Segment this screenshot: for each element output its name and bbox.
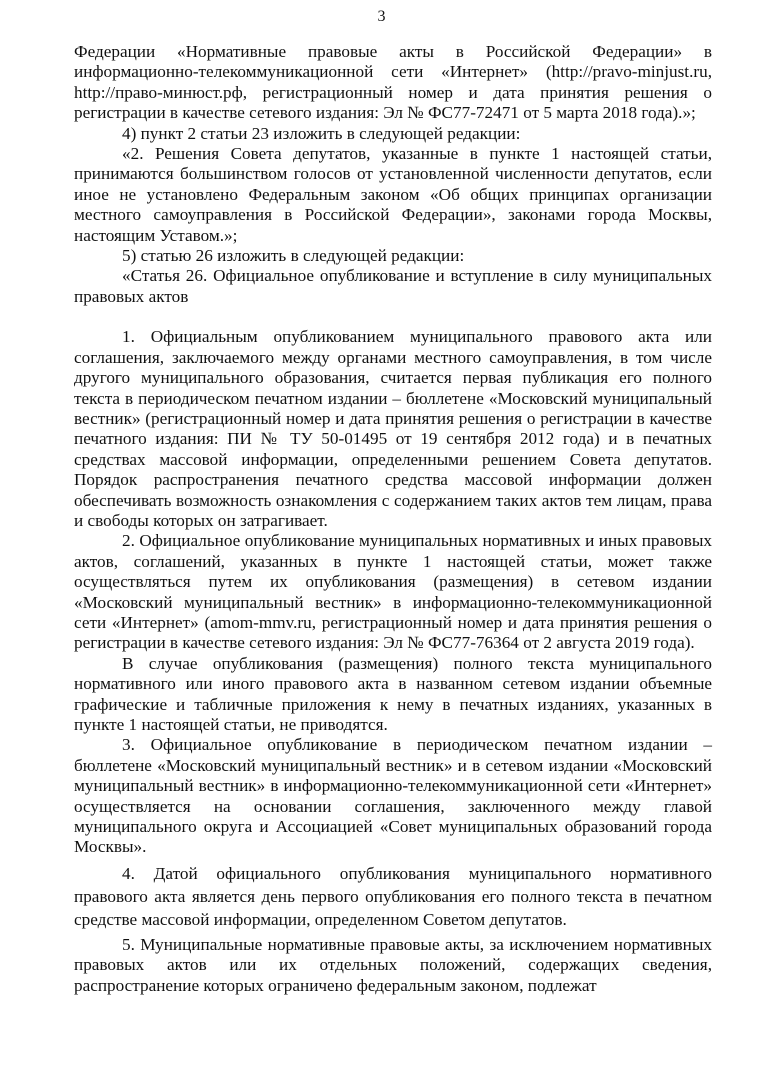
paragraph-clause-1: 1. Официальным опубликованием муниципального правового акта или соглашения, заключаемого между органами местного самоуправления, в том числе другого муниципального образования, считается первая публикация его полного текста в периодическом печатном издании – бюллетене «Московский муниципальный вестник» (регистрационный номер и дата принятия решения о регистрации в качестве печатного издания: ПИ № ТУ 50-01495 от 19 сентября 2012 года) и в печатных средствах массовой информации, определенными решением Совета депутатов. Порядок распространения печатного средства массовой информации должен обеспечивать возможность ознакомления с содержанием таких актов тем лицам, права и свободы которых он затрагивает. <box>74 327 712 530</box>
paragraph-clause-2: 2. Официальное опубликование муниципальных нормативных и иных правовых актов, соглашений, указанных в пункте 1 настоящей статьи, может также осуществляться путем их опубликования (размещения) в сетевом издании «Московский муниципальный вестник» в информационно-телекоммуникационной сети «Интернет» (amom-mmv.ru, регистрационный номер и дата принятия решения о регистрации в качестве сетевого издания: Эл № ФС77-76364 от 2 августа 2019 года). <box>74 531 712 653</box>
paragraph-item-4: 4) пункт 2 статьи 23 изложить в следующей редакции: <box>122 123 521 143</box>
document-body <box>74 42 712 996</box>
paragraph-clause-5: 5. Муниципальные нормативные правовые акты, за исключением нормативных правовых актов или их отдельных положений, содержащих сведения, распространение которых ограничено федеральным законом, подлежат <box>74 934 712 995</box>
paragraph-clause-3: 3. Официальное опубликование в периодическом печатном издании – бюллетене «Московский муниципальный вестник» и в сетевом издании «Московский муниципальный вестник» в информационно-телекоммуникационной сети «Интернет» осуществляется на основании соглашения, заключенного между главой муниципального округа и Ассоциацией «Совет муниципальных образований города Москвы». <box>74 735 712 857</box>
page-number: 3 <box>377 8 386 25</box>
paragraph-article-23-text: «2. Решения Совета депутатов, указанные в пункте 1 настоящей статьи, принимаются большинством голосов от установленной численности депутатов, если иное не установлено Федеральным законом «Об общих принципах организации местного самоуправления в Российской Федерации», законами города Москвы, настоящим Уставом.»; <box>74 144 712 245</box>
paragraph-clause-4: 4. Датой официального опубликования муниципального нормативного правового акта является день первого опубликования его полного текста в печатном средстве массовой информации, определенном Советом депутатов. <box>74 863 712 929</box>
paragraph-item-5: 5) статью 26 изложить в следующей редакции: <box>122 246 465 266</box>
paragraph-continuation: Федерации «Нормативные правовые акты в Российской Федерации» в информационно-телекоммуникационной сети «Интернет» (http://pravo-minjust.ru, http://право-минюст.рф, регистрационный номер и дата принятия решения о регистрации в качестве сетевого издания: Эл № ФС77-72471 от 5 марта 2018 года).»; <box>74 42 712 123</box>
article-26-heading: «Статья 26. Официальное опубликование и вступление в силу муниципальных правовых актов <box>74 266 712 306</box>
paragraph-clause-2-note: В случае опубликования (размещения) полного текста муниципального нормативного или иного правового акта в названном сетевом издании объемные графические и табличные приложения к нему в печатных изданиях, указанных в пункте 1 настоящей статьи, не приводятся. <box>74 653 712 734</box>
